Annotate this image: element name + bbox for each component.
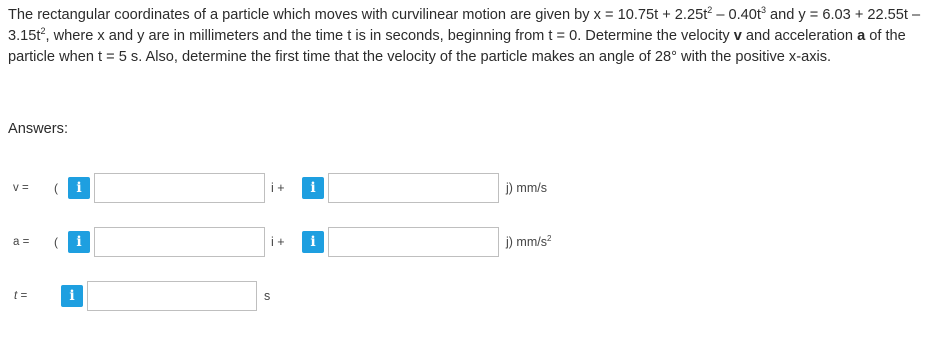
bold-acceleration: a — [857, 28, 866, 44]
problem-text-4: , where x and y are in millimeters and the time t is in seconds, beginning from t = 0. Determine the velocity — [45, 28, 734, 44]
problem-text-2: – 0.40t — [712, 7, 761, 23]
acceleration-unit-exponent: 2 — [546, 233, 552, 243]
time-row — [0, 280, 937, 314]
acceleration-row — [0, 226, 937, 260]
problem-statement — [8, 5, 932, 68]
velocity-unit — [506, 181, 547, 195]
acceleration-x-input[interactable] — [94, 227, 265, 257]
answers-label: Answers: — [8, 121, 69, 137]
velocity-unit-text: j) mm/s — [506, 181, 547, 195]
i-unit-separator: i + — [271, 181, 285, 195]
velocity-y-input[interactable] — [328, 173, 499, 203]
exponent-3: 3 — [760, 5, 766, 16]
info-icon[interactable]: i — [302, 231, 324, 253]
acceleration-y-input[interactable] — [328, 227, 499, 257]
problem-text-5: and acceleration — [741, 28, 858, 44]
open-paren: ( — [54, 181, 58, 195]
problem-text-1: The rectangular coordinates of a particle which moves with curvilinear motion are given by x = 10.75t + 2.25t — [8, 7, 708, 23]
exponent-2: 2 — [707, 5, 713, 16]
info-icon[interactable]: i — [68, 231, 90, 253]
i-unit-separator: i + — [271, 235, 285, 249]
time-unit: s — [264, 289, 271, 303]
problem-text-6: of the particle when t = 5 s. Also, determine the first time that the velocity of the particle makes an angle of 28° with the positive x-axis. — [8, 28, 906, 65]
velocity-label: v = — [13, 182, 29, 194]
info-icon[interactable]: i — [302, 177, 324, 199]
problem-text-3: and y = 6.03 + 22.55t – 3.15t — [8, 7, 921, 44]
velocity-x-input[interactable] — [94, 173, 265, 203]
info-icon[interactable]: i — [61, 285, 83, 307]
exponent-2b: 2 — [40, 26, 46, 37]
time-label: t = — [14, 290, 28, 302]
info-icon[interactable]: i — [68, 177, 90, 199]
open-paren: ( — [54, 235, 58, 249]
acceleration-unit-text: j) mm/s — [506, 235, 547, 249]
acceleration-unit — [506, 235, 551, 249]
time-input[interactable] — [87, 281, 257, 311]
acceleration-label: a = — [13, 236, 30, 248]
bold-velocity: v — [733, 28, 742, 44]
velocity-row — [0, 172, 937, 206]
